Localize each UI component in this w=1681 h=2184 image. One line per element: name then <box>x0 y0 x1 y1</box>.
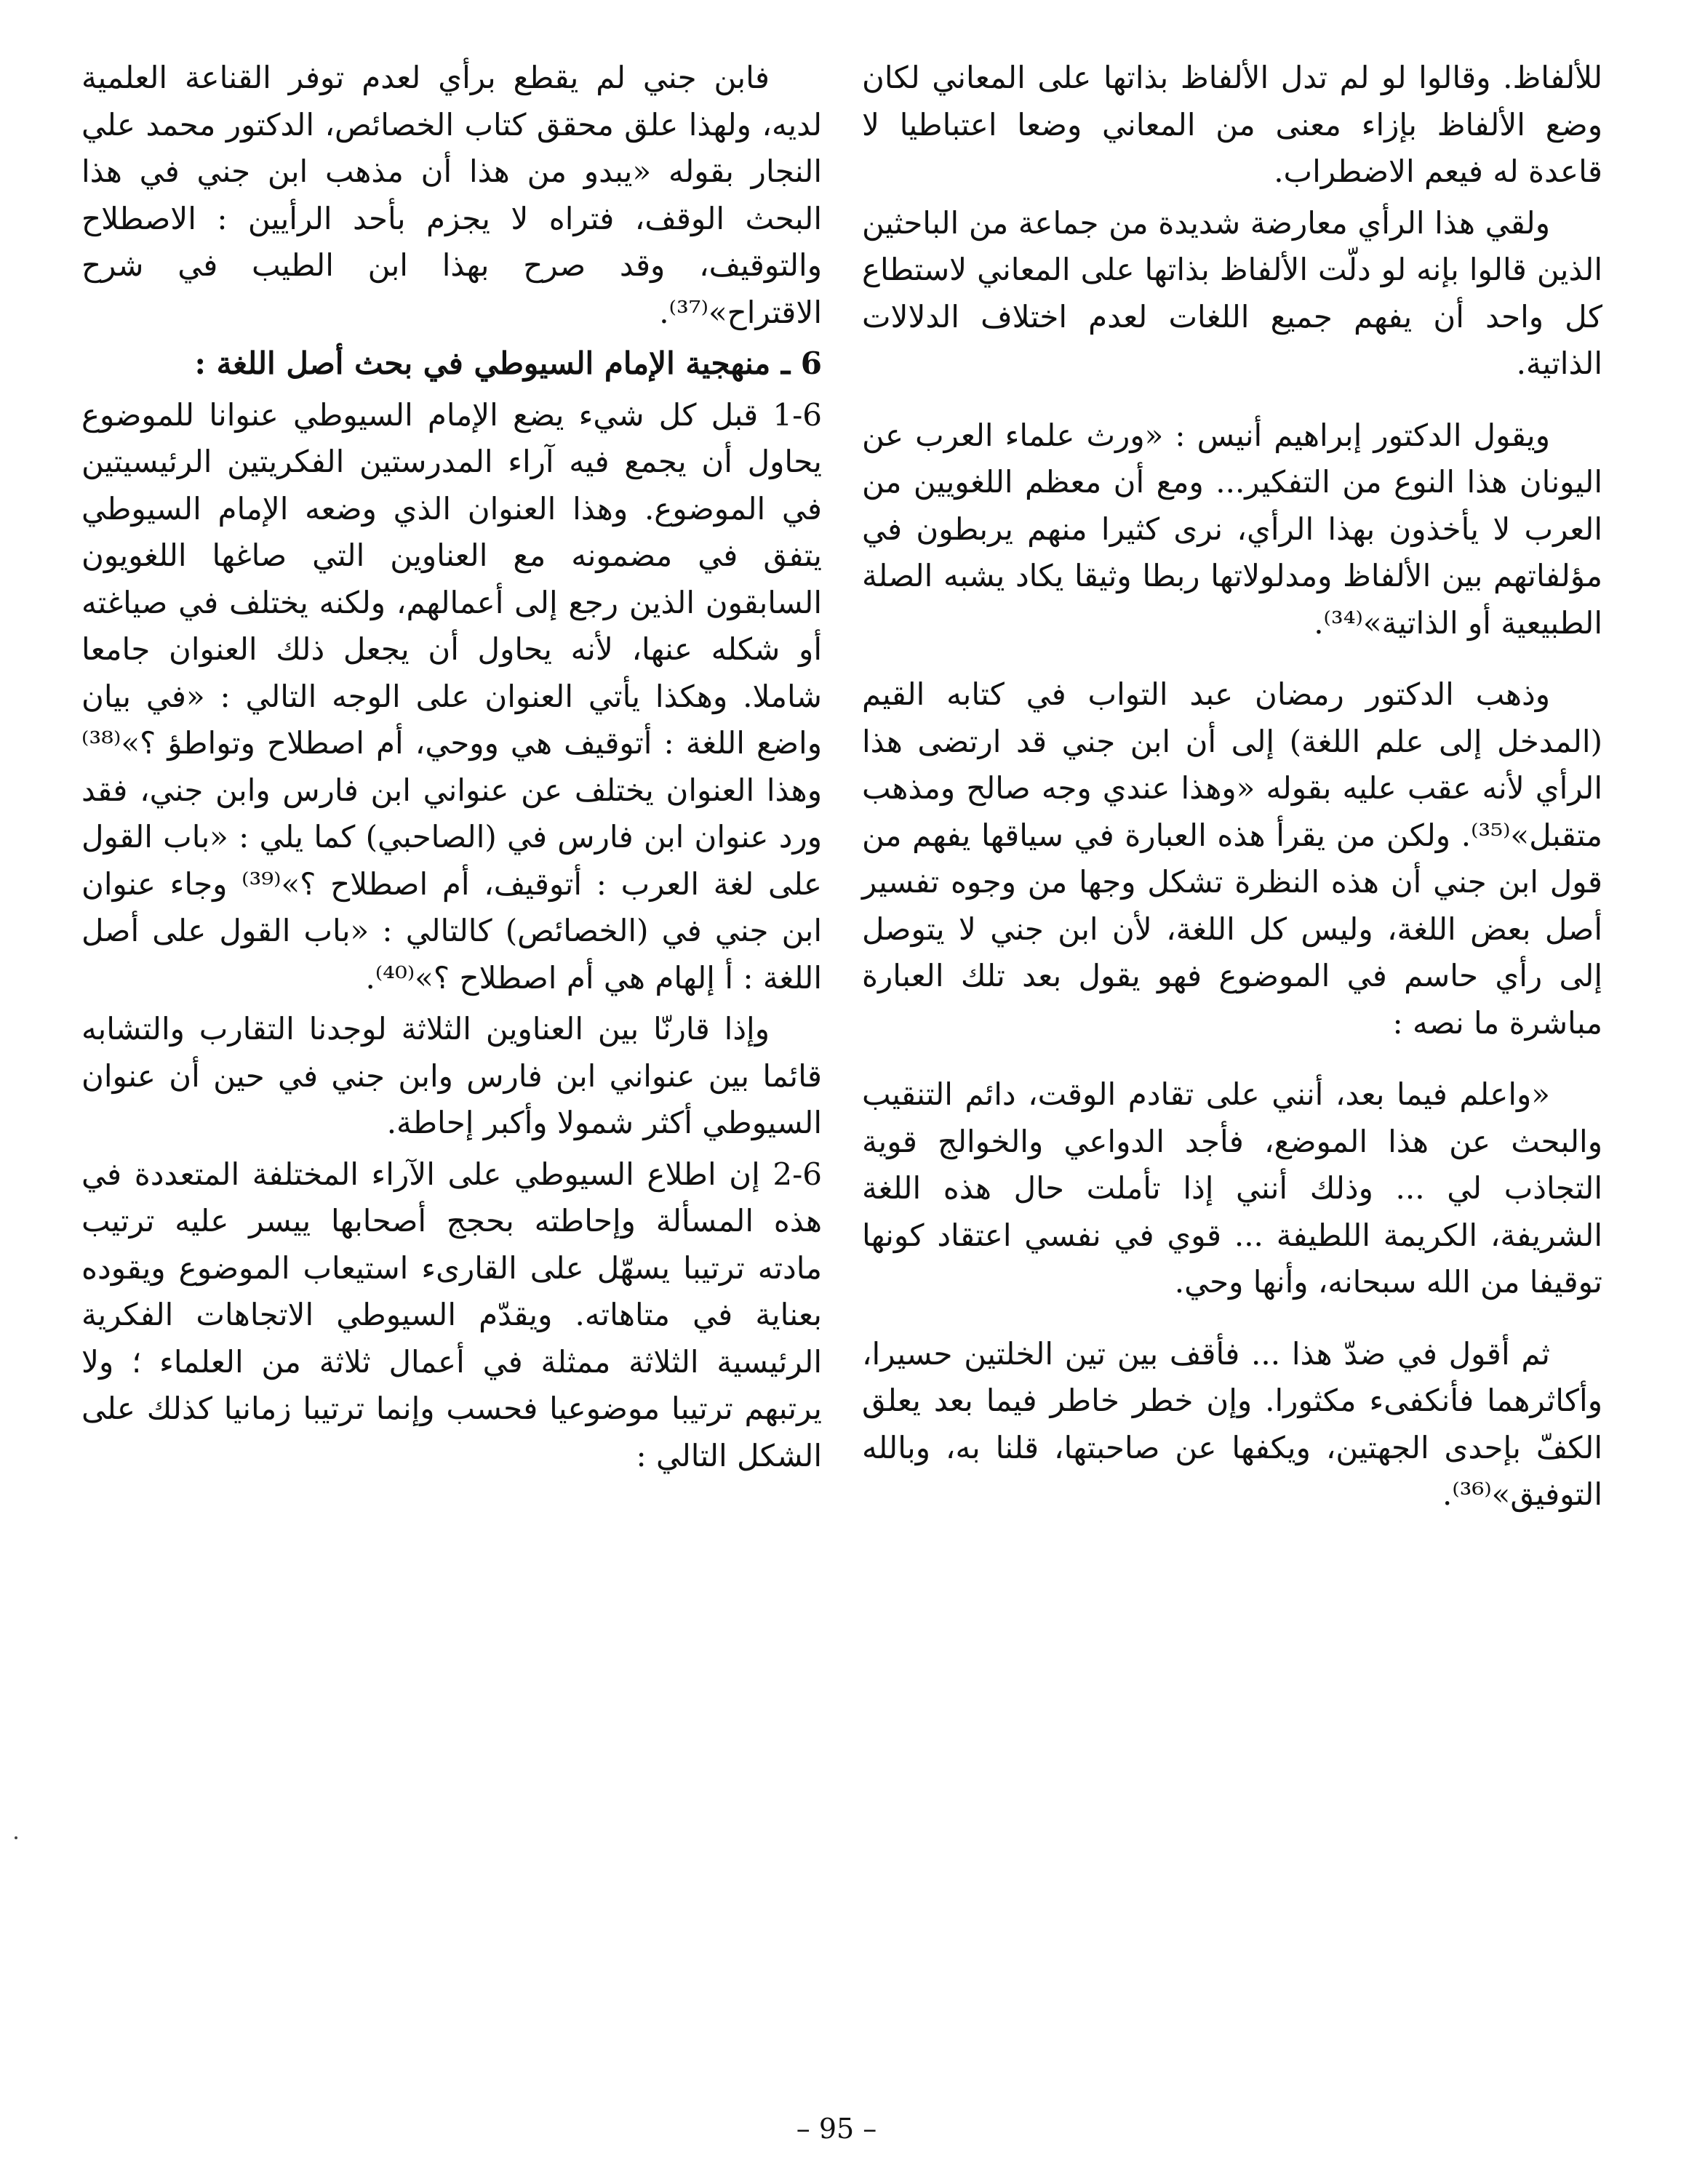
page-number: – 95 – <box>796 2113 877 2145</box>
paragraph-anis-quote: ويقول الدكتور إبراهيم أنيس : «ورث علماء العرب عن اليونان هذا النوع من التفكير... ومع أن معظم اللغويين من العرب لا يأخذون بهذا الرأي، نرى كثيرا منهم يربطون في مؤلفاتهم بين الألفاظ ومدلولاتها ربطا وثيقا يكاد يشبه الصلة الطبيعية أو الذاتية»⁽³⁴⁾. <box>862 417 1602 641</box>
paragraph-6-1: 1-6 قبل كل شيء يضع الإمام السيوطي عنوانا للموضوع يحاول أن يجمع فيه آراء المدرستين الفكريتين الرئيسيتين في الموضوع. وهذا العنوان الذي وضعه الإمام السيوطي يتفق في مضمونه مع العناوين التي صاغها اللغويون السابقون الذين رجع إلى أعمالهم، ولكنه يختلف في صياغته أو شكله عنها، لأنه يحاول أن يجعل ذلك العنوان جامعا شاملا. وهكذا يأتي العنوان على الوجه التالي : «في بيان واضع اللغة : أتوقيف هي ووحي، أم اصطلاح وتواطؤ ؟»⁽³⁸⁾ وهذا العنوان يختلف عن عنواني ابن فارس وابن جني، فقد ورد عنوان ابن فارس في (الصاحبي) كما يلي : «باب القول على لغة العرب : أتوقيف، أم اصطلاح ؟»⁽³⁹⁾ وجاء عنوان ابن جني في (الخصائص) كالتالي : «باب القول على أصل اللغة : أ إلهام هي أم اصطلاح ؟»⁽⁴⁰⁾. <box>81 396 822 996</box>
left-column <box>81 55 822 1484</box>
right-column <box>862 55 1602 1543</box>
paragraph-comparison: وإذا قارنّا بين العناوين الثلاثة لوجدنا التقارب والتشابه قائما بين عنواني ابن فارس وابن جني في حين أن عنوان السيوطي أكثر شمولا وأكبر إحاطة. <box>81 1011 822 1140</box>
paragraph-najjar: فابن جني لم يقطع برأي لعدم توفر القناعة العلمية لديه، ولهذا علق محقق كتاب الخصائص، الدكتور محمد علي النجار بقوله «يبدو من هذا أن مذهب ابن جني في هذا البحث الوقف، فتراه لا يجزم بأحد الرأيين : الاصطلاح والتوقيف، وقد صرح بهذا ابن الطيب في شرح الاقتراح»⁽³⁷⁾. <box>81 60 822 330</box>
paragraph-abdeltawab: وذهب الدكتور رمضان عبد التواب في كتابه القيم (المدخل إلى علم اللغة) إلى أن ابن جني قد ارتضى هذا الرأي لأنه عقب عليه بقوله «وهذا عندي وجه صالح ومذهب متقبل»⁽³⁵⁾. ولكن من يقرأ هذه العبارة في سياقها يفهم من قول ابن جني أن هذه النظرة تشكل وجها من وجوه تفسير أصل بعض اللغة، وليس كل اللغة، لأن ابن جني لا يتوصل إلى رأي حاسم في الموضوع فهو يقول بعد تلك العبارة مباشرة ما نصه : <box>862 676 1602 1041</box>
paragraph-6-2: 2-6 إن اطلاع السيوطي على الآراء المختلفة المتعددة في هذه المسألة وإحاطته بحجج أصحابها ييسر عليه ترتيب مادته ترتيبا يسهّل على القارىء استيعاب الموضوع ويقوده بعناية في متاهاته. ويقدّم السيوطي الاتجاهات الفكرية الرئيسية الثلاثة ممثلة في أعمال ثلاثة من العلماء ؛ ولا يرتبهم ترتيبا موضوعيا فحسب وإنما ترتيبا زمانيا كذلك على الشكل التالي : <box>81 1156 823 1473</box>
section-heading: 6 ـ منهجية الإمام السيوطي في بحث أصل اللغة : <box>194 345 822 381</box>
paragraph-opposition: ولقي هذا الرأي معارضة شديدة من جماعة من الباحثين الذين قالوا بإنه لو دلّت الألفاظ بذاتها على المعاني لاستطاع كل واحد أن يفهم جميع اللغات لعدم اختلاف الدلالات الذاتية. <box>862 204 1602 381</box>
paragraph-continuation: للألفاظ. وقالوا لو لم تدل الألفاظ بذاتها على المعاني لكان وضع الألفاظ بإزاء معنى من المعاني وضعا اعتباطيا لا قاعدة له فيعم الاضطراب. <box>862 60 1602 189</box>
scan-speck <box>15 1836 17 1839</box>
paragraph-ibn-jinni-quote: «واعلم فيما بعد، أنني على تقادم الوقت، دائم التنقيب والبحث عن هذا الموضع، فأجد الدواعي والخوالج قوية التجاذب لي ... وذلك أنني إذا تأملت حال هذه اللغة الشريفة، الكريمة اللطيفة ... قوي في نفسي اعتقاد كونها توقيفا من الله سبحانه، وأنها وحي. <box>862 1076 1602 1300</box>
paragraph-ibn-jinni-quote-end: ثم أقول في ضدّ هذا ... فأقف بين تين الخلتين حسيرا، وأكاثرهما فأنكفىء مكثورا. وإن خطر خاطر فيما بعد يعلق الكفّ بإحدى الجهتين، ويكفها عن صاحبتها، قلنا به، وبالله التوفيق»⁽³⁶⁾. <box>862 1335 1602 1512</box>
